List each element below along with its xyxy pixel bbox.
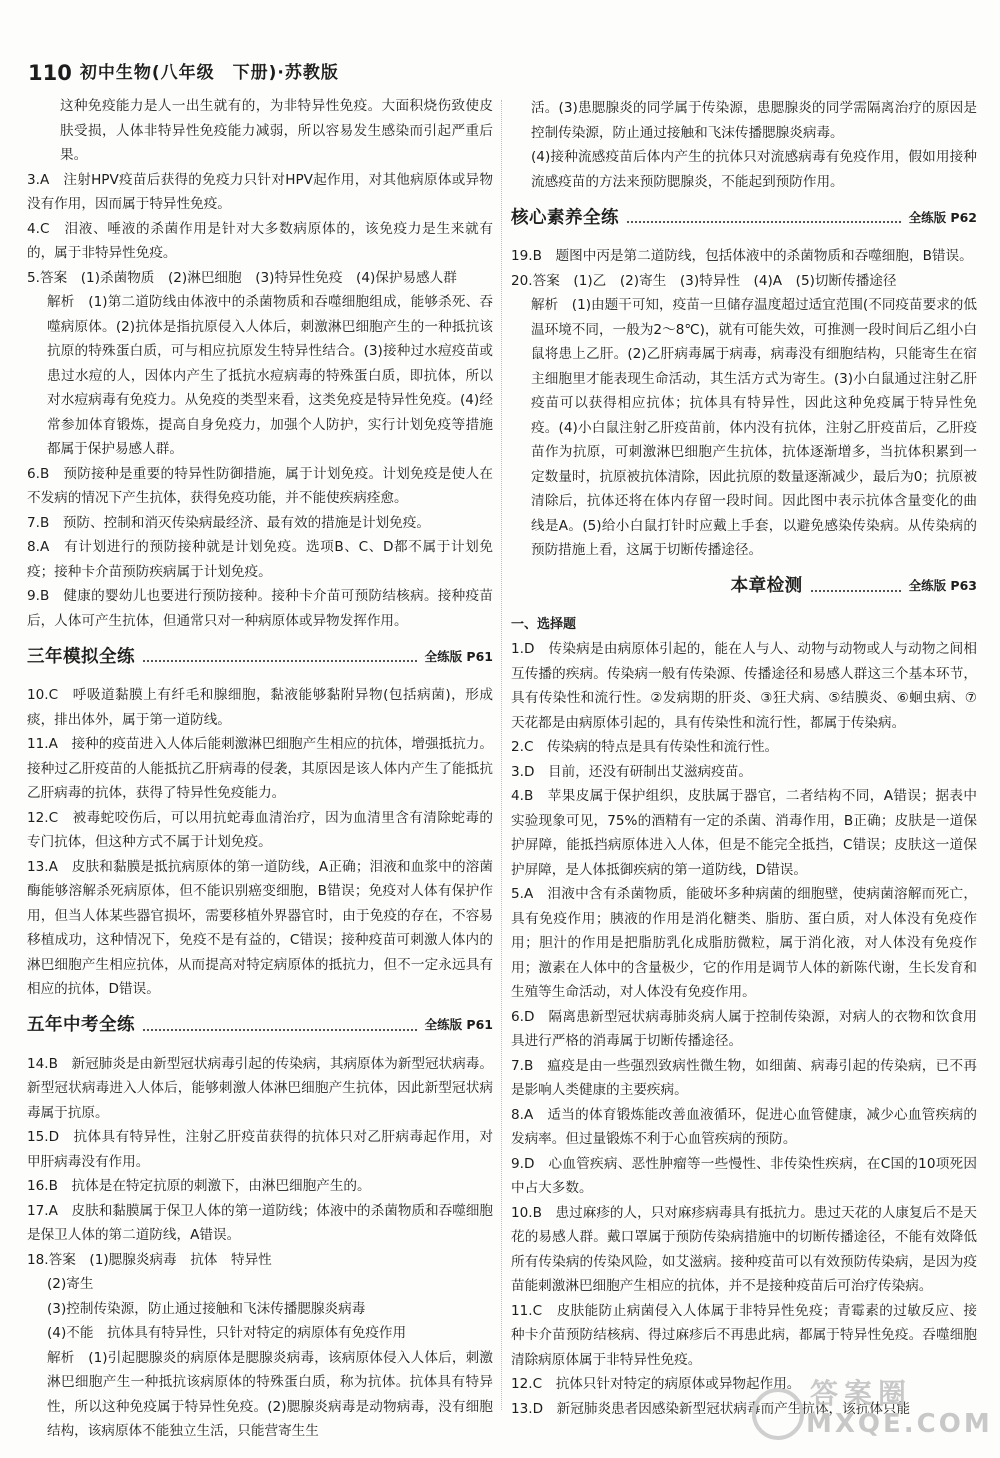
answer-paragraph: 13.A 皮肤和黏膜是抵抗病原体的第一道防线，A正确；泪液和血浆中的溶菌酶能够溶解杀死病原体，但不能识别癌变细胞，B错误；免疫对人体有保护作用，但当人体某些器官损坏，需要移植外界器官时，由于免疫的存在，不容易移植成功，这种情况下，免疫不是有益的，C错误；接种疫苗可刺激人体内的淋巴细胞产生相应抗体，从而提高对特定病原体的抵抗力，但不一定永远具有相应的抗体，D错误。	[27, 858, 493, 997]
answer-paragraph: 15.D 抗体具有特异性，注射乙肝疫苗获得的抗体只对乙肝病毒起作用，对甲肝病毒没有作用。	[27, 1129, 493, 1170]
answer-paragraph: 一、选择题	[511, 616, 577, 632]
answer-paragraph: 8.A 有计划进行的预防接种就是计划免疫。选项B、C、D都不属于计划免疫；接种卡介苗预防疾病属于计划免疫。	[27, 539, 493, 580]
answer-paragraph: 4.C 泪液、唾液的杀菌作用是针对大多数病原体的，该免疫力是生来就有的，属于非特异性免疫。	[27, 220, 493, 261]
leader-dots	[811, 590, 901, 592]
section-page-ref: 全练版 P62	[908, 209, 977, 225]
answer-paragraph: 活。(3)患腮腺炎的同学属于传染源，患腮腺炎的同学需隔离治疗的原因是控制传染源，防止通过接触和飞沫传播腮腺炎病毒。	[531, 100, 977, 141]
section-page-ref: 全练版 P63	[908, 578, 977, 594]
answer-paragraph: 9.D 心血管疾病、恶性肿瘤等一些慢性、非传染性疾病，在C国的10项死因中占大多数。	[511, 1155, 977, 1196]
answer-paragraph: 6.D 隔离患新型冠状病毒肺炎病人属于控制传染源，对病人的衣物和饮食用具进行严格的消毒属于切断传播途径。	[511, 1008, 977, 1049]
answer-paragraph: 13.D 新冠肺炎患者因感染新型冠状病毒而产生抗体，该抗体只能	[511, 1400, 911, 1417]
answer-paragraph: 这种免疫能力是人一出生就有的，为非特异性免疫。大面积烧伤致使皮肤受损，人体非特异性免疫能力减弱，所以容易发生感染而引起严重后果。	[60, 98, 493, 163]
section-page-ref: 全练版 P61	[424, 1017, 493, 1033]
answer-paragraph: 17.A 皮肤和黏膜属于保卫人体的第一道防线；体液中的杀菌物质和吞噬细胞是保卫人体的第二道防线，A错误。	[27, 1202, 493, 1243]
watermark-logo	[736, 1377, 993, 1446]
section-title: 本章检测	[730, 576, 803, 597]
section-heading	[511, 198, 977, 238]
leader-dots	[143, 1029, 417, 1031]
section-title: 五年中考全练	[27, 1015, 135, 1036]
answer-paragraph: 9.B 健康的婴幼儿也要进行预防接种。接种卡介苗可预防结核病。接种疫苗后，人体可产生抗体，但通常只对一种病原体或异物发挥作用。	[27, 588, 493, 629]
left-column	[27, 94, 493, 1444]
page-number: 110	[28, 60, 72, 85]
answer-paragraph: 5.A 泪液中含有杀菌物质，能破坏多种病菌的细胞壁，使病菌溶解而死亡，具有免疫作用；胰液的作用是消化糖类、脂肪、蛋白质，对人体没有免疫作用；胆汁的作用是把脂肪乳化成脂肪微粒，属于消化液，对人体没有免疫作用；激素在人体中的含量极少，它的作用是调节人体的新陈代谢，生长发育和生殖等生命活动，对人体没有免疫作用。	[511, 886, 977, 1000]
section-title: 核心素养全练	[511, 207, 619, 228]
answer-paragraph: 10.B 患过麻疹的人，只对麻疹病毒具有抵抗力。患过天花的人康复后不是天花的易感人群。戴口罩属于预防传染病措施中的切断传播途径，不能有效降低所有传染病的传染风险，如艾滋病。接种疫苗可以有效预防传染病，是因为疫苗能刺激淋巴细胞产生相应的抗体，并不是接种疫苗后可治疗传染病。	[511, 1204, 977, 1294]
column-divider	[501, 100, 502, 1410]
leader-dots	[627, 221, 901, 223]
book-title: 初中生物(八年级 下册)·苏教版	[79, 62, 339, 83]
answer-paragraph: 6.B 预防接种是重要的特异性防御措施，属于计划免疫。计划免疫是使人在不发病的情况下产生抗体，获得免疫功能，并不能使疾病痊愈。	[27, 465, 493, 506]
right-column	[511, 96, 977, 1421]
answer-paragraph: 5.答案 (1)杀菌物质 (2)淋巴细胞 (3)特异性免疫 (4)保护易感人群	[27, 269, 457, 286]
answer-paragraph: 11.C 皮肤能防止病菌侵入人体属于非特异性免疫；青霉素的过敏反应、接种卡介苗预防结核病、得过麻疹后不再患此病，都属于特异性免疫。吞噬细胞清除病原体属于非特异性免疫。	[511, 1302, 977, 1368]
answer-paragraph: 11.A 接种的疫苗进入人体后能刺激淋巴细胞产生相应的抗体，增强抵抗力。接种过乙肝疫苗的人能抵抗乙肝病毒的侵袭，其原因是该人体内产生了能抵抗乙肝病毒的抗体，获得了特异性免疫能力。	[27, 736, 493, 801]
answer-paragraph: 4.B 苹果皮属于保护组织，皮肤属于器官，二者结构不同，A错误；据表中实验现象可见，75%的酒精有一定的杀菌、消毒作用，B正确；皮肤是一道保护屏障，能抵挡病原体进入人体，但是不能完全抵挡，C错误；皮肤这一道保护屏障，是人体抵御疾病的第一道防线，D错误。	[511, 788, 977, 878]
section-title: 三年模拟全练	[27, 646, 135, 667]
watermark-line1: 答案圈	[810, 1377, 913, 1410]
watermark-line2: MXQE.COM	[806, 1409, 993, 1439]
answer-paragraph: 12.C 抗体只针对特定的病原体或异物起作用。	[511, 1376, 801, 1392]
answer-paragraph: 3.A 注射HPV疫苗后获得的免疫力只针对HPV起作用，对其他病原体或异物没有作用，因而属于特异性免疫。	[27, 171, 493, 212]
answer-paragraph: (4)不能 抗体具有特异性，只针对特定的病原体有免疫作用	[47, 1325, 407, 1341]
answer-paragraph: 7.B 瘟疫是由一些强烈致病性微生物，如细菌、病毒引起的传染病，已不再是影响人类健康的主要疾病。	[511, 1057, 977, 1098]
answer-paragraph: 16.B 抗体是在特定抗原的刺激下，由淋巴细胞产生的。	[27, 1178, 371, 1194]
answer-paragraph: 7.B 预防、控制和消灭传染病最经济、最有效的措施是计划免疫。	[27, 514, 430, 531]
watermark-circle-icon	[752, 1388, 804, 1440]
answer-paragraph: 14.B 新冠肺炎是由新型冠状病毒引起的传染病，其病原体为新型冠状病毒。新型冠状病毒进入人体后，能够刺激人体淋巴细胞产生抗体，因此新型冠状病毒属于抗原。	[27, 1055, 493, 1121]
answer-paragraph: 3.D 目前，还没有研制出艾滋病疫苗。	[511, 763, 752, 780]
answer-paragraph: (2)寄生	[47, 1276, 94, 1292]
section-heading	[511, 567, 977, 607]
section-heading	[27, 1006, 493, 1046]
answer-paragraph: 2.C 传染病的特点是具有传染性和流行性。	[511, 739, 779, 755]
section-page-ref: 全练版 P61	[424, 648, 493, 664]
answer-paragraph: 8.A 适当的体育锻炼能改善血液循环，促进心血管健康，减少心血管疾病的发病率。但过量锻炼不利于心血管疾病的预防。	[511, 1106, 977, 1147]
leader-dots	[143, 660, 417, 662]
answer-paragraph: 20.答案 (1)乙 (2)寄生 (3)特异性 (4)A (5)切断传播途径	[511, 272, 897, 289]
answer-paragraph: 1.D 传染病是由病原体引起的，能在人与人、动物与动物或人与动物之间相互传播的疾病。传染病一般有传染源、传播途径和易感人群这三个基本环节，具有传染性和流行性。②发病期的肝炎、③狂犬病、⑤结膜炎、⑥蛔虫病、⑦天花都是由病原体引起的，具有传染性和流行性，都属于传染病。	[511, 641, 977, 731]
answer-paragraph: 解析 (1)第二道防线由体液中的杀菌物质和吞噬细胞组成，能够杀死、吞噬病原体。(2)抗体是指抗原侵入人体后，刺激淋巴细胞产生的一种抵抗该抗原的特殊蛋白质，可与相应抗原发生特异性结合。(3)接种过水痘疫苗或患过水痘的人，因体内产生了抵抗水痘病毒的特殊蛋白质，即抗体，所以对水痘病毒有免疫力。从免疫的类型来看，这类免疫是特异性免疫。(4)经常参加体育锻炼，提高自身免疫力，加强个人防护，实行计划免疫等措施都属于保护易感人群。	[47, 294, 493, 457]
section-heading	[27, 637, 493, 677]
answer-paragraph: 解析 (1)引起腮腺炎的病原体是腮腺炎病毒，该病原体侵入人体后，刺激淋巴细胞产生一种抵抗该病原体的特殊蛋白质，称为抗体。抗体具有特异性，所以这种免疫属于特异性免疫。(2)腮腺炎病毒是动物病毒，没有细胞结构，该病原体不能独立生活，只能营寄生生	[47, 1349, 493, 1439]
answer-paragraph: 12.C 被毒蛇咬伤后，可以用抗蛇毒血清治疗，因为血清里含有清除蛇毒的专门抗体，但这种方式不属于计划免疫。	[27, 809, 493, 850]
answer-paragraph: 10.C 呼吸道黏膜上有纤毛和腺细胞，黏液能够黏附异物(包括病菌)，形成痰，排出体外，属于第一道防线。	[27, 687, 493, 728]
answer-paragraph: 解析 (1)由题干可知，疫苗一旦储存温度超过适宜范围(不同疫苗要求的低温环境不同，一般为2～8℃)，就有可能失效，可推测一段时间后乙组小白鼠将患上乙肝。(2)乙肝病毒属于病毒，病毒没有细胞结构，只能寄生在宿主细胞里才能表现生命活动，其生活方式为寄生。(3)小白鼠通过注射乙肝疫苗可以获得相应抗体；抗体具有特异性，因此这种免疫属于特异性免疫。(4)小白鼠注射乙肝疫苗前，体内没有抗体，注射乙肝疫苗后，乙肝疫苗作为抗原，可刺激淋巴细胞产生抗体，抗体逐渐增多，当抗体积累到一定数量时，抗原被抗体清除，因此抗原的数量逐渐减少，最后为0；抗原被清除后，抗体还将在体内存留一段时间。因此图中表示抗体含量变化的曲线是A。(5)给小白鼠打针时应戴上手套，以避免感染传染病。从传染病的预防措施上看，这属于切断传播途径。	[531, 297, 977, 558]
answer-paragraph: (3)控制传染源，防止通过接触和飞沫传播腮腺炎病毒	[47, 1300, 366, 1317]
answer-paragraph: (4)接种流感疫苗后体内产生的抗体只对流感病毒有免疫作用，假如用接种流感疫苗的方法来预防腮腺炎，不能起到预防作用。	[531, 149, 977, 190]
page-header	[28, 58, 339, 88]
answer-paragraph: 19.B 题图中丙是第二道防线，包括体液中的杀菌物质和吞噬细胞，B错误。	[511, 248, 973, 264]
answer-paragraph: 18.答案 (1)腮腺炎病毒 抗体 特异性	[27, 1251, 272, 1268]
